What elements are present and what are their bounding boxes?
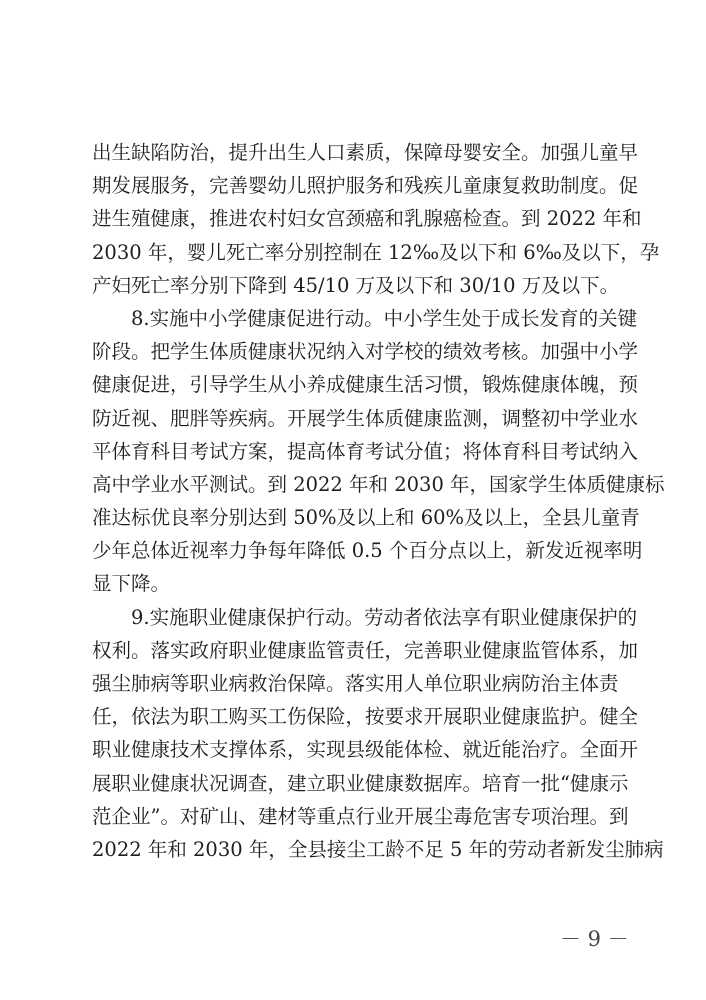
text-line: 2022 年和 2030 年，全县接尘工龄不足 5 年的劳动者新发尘肺病 — [92, 837, 664, 861]
text-line: 平体育科目考试方案，提高体育考试分值；将体育科目考试纳入 — [92, 439, 639, 463]
text-line: 防近视、肥胖等疾病。开展学生体质健康监测，调整初中学业水 — [92, 406, 639, 430]
text-line: 准达标优良率分别达到 50%及以上和 60%及以上，全县儿童青 — [92, 506, 640, 530]
paragraph-3 — [92, 601, 664, 867]
body-text — [92, 136, 665, 866]
text-line: 2030 年，婴儿死亡率分别控制在 12‰及以下和 6‰及以下，孕 — [92, 240, 660, 264]
text-line: 权利。落实政府职业健康监管责任，完善职业健康监管体系，加 — [92, 638, 639, 662]
text-line: 8.实施中小学健康促进行动。中小学生处于成长发育的关键 — [131, 306, 638, 330]
text-line: 职业健康技术支撑体系，实现县级能体检、就近能治疗。全面开 — [92, 738, 639, 762]
text-line: 产妇死亡率分别下降到 45/10 万及以下和 30/10 万及以下。 — [92, 273, 620, 297]
text-line: 强尘肺病等职业病救治保障。落实用人单位职业病防治主体责 — [92, 672, 619, 695]
text-line: 少年总体近视率力争每年降低 0.5 个百分点以上，新发近视率明 — [92, 539, 643, 563]
text-line: 出生缺陷防治，提升出生人口素质，保障母婴安全。加强儿童早 — [92, 141, 639, 164]
text-line: 范企业”。对矿山、建材等重点行业开展尘毒危害专项治理。到 — [92, 804, 629, 828]
page-number: － 9 － — [560, 927, 629, 951]
paragraph-1 — [92, 136, 660, 302]
text-line: 9.实施职业健康保护行动。劳动者依法享有职业健康保护的 — [131, 605, 638, 629]
text-line: 进生殖健康，推进农村妇女宫颈癌和乳腺癌检查。到 2022 年和 — [92, 207, 642, 231]
text-line: 任，依法为职工购买工伤保险，按要求开展职业健康监护。健全 — [92, 705, 639, 729]
text-line: 健康促进，引导学生从小养成健康生活习惯，锻炼健康体魄，预 — [92, 373, 639, 397]
text-line: 期发展服务，完善婴幼儿照护服务和残疾儿童康复救助制度。促 — [92, 174, 639, 198]
text-line: 展职业健康状况调查，建立职业健康数据库。培育一批“健康示 — [92, 771, 629, 795]
paragraph-2 — [92, 302, 665, 601]
text-line: 显下降。 — [92, 572, 171, 596]
text-line: 高中学业水平测试。到 2022 年和 2030 年，国家学生体质健康标 — [92, 472, 665, 496]
text-line: 阶段。把学生体质健康状况纳入对学校的绩效考核。加强中小学 — [92, 340, 639, 364]
